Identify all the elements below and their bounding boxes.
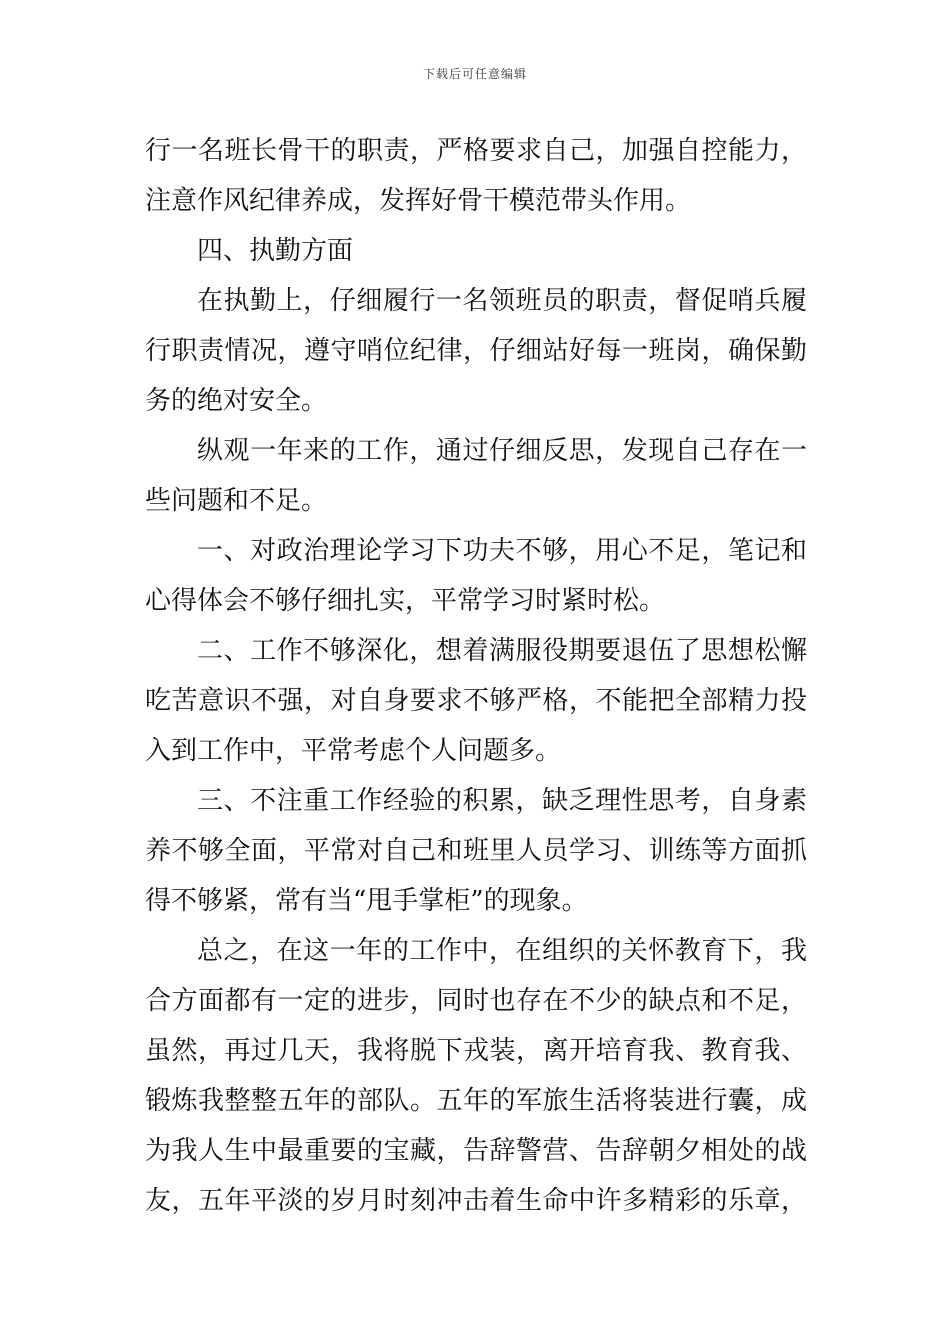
text-line: 养不够全面，平常对自己和班里人员学习、训练等方面抓 [145, 836, 807, 866]
page-header-note: 下载后可任意编辑 [422, 67, 527, 81]
text-line: 虽然，再过几天，我将脱下戎装，离开培育我、教育我、 [145, 1036, 807, 1066]
text-line: 注意作风纪律养成，发挥好骨干模范带头作用。 [145, 186, 692, 216]
text-line: 些问题和不足。 [145, 486, 328, 516]
document-body [145, 126, 807, 1226]
text-line: 得不够紧，常有当“甩手掌柜”的现象。 [145, 886, 588, 916]
text-line: 一、对政治理论学习下功夫不够，用心不足，笔记和 [197, 536, 807, 566]
text-line: 总之，在这一年的工作中，在组织的关怀教育下，我 [197, 936, 807, 966]
text-line: 行职责情况，遵守哨位纪律，仔细站好每一班岗，确保勤 [145, 336, 807, 366]
section-heading: 四、执勤方面 [197, 236, 354, 266]
text-line: 吃苦意识不强，对自身要求不够严格，不能把全部精力投 [145, 686, 807, 716]
text-line: 行一名班长骨干的职责，严格要求自己，加强自控能力， [145, 136, 807, 166]
text-line: 纵观一年来的工作，通过仔细反思，发现自己存在一 [197, 436, 807, 466]
text-line: 入到工作中，平常考虑个人问题多。 [145, 736, 562, 766]
text-line: 心得体会不够仔细扎实，平常学习时紧时松。 [145, 586, 666, 616]
text-line: 二、工作不够深化，想着满服役期要退伍了思想松懈 [197, 636, 807, 666]
text-line: 友，五年平淡的岁月时刻冲击着生命中许多精彩的乐章， [145, 1186, 807, 1216]
text-line: 合方面都有一定的进步，同时也存在不少的缺点和不足， [145, 986, 807, 1016]
text-line: 为我人生中最重要的宝藏，告辞警营、告辞朝夕相处的战 [145, 1136, 807, 1166]
text-line: 在执勤上，仔细履行一名领班员的职责，督促哨兵履 [197, 286, 807, 316]
text-line: 务的绝对安全。 [145, 386, 328, 416]
text-line: 锻炼我整整五年的部队。五年的军旅生活将装进行囊，成 [145, 1086, 807, 1116]
text-line: 三、不注重工作经验的积累，缺乏理性思考，自身素 [197, 786, 807, 816]
